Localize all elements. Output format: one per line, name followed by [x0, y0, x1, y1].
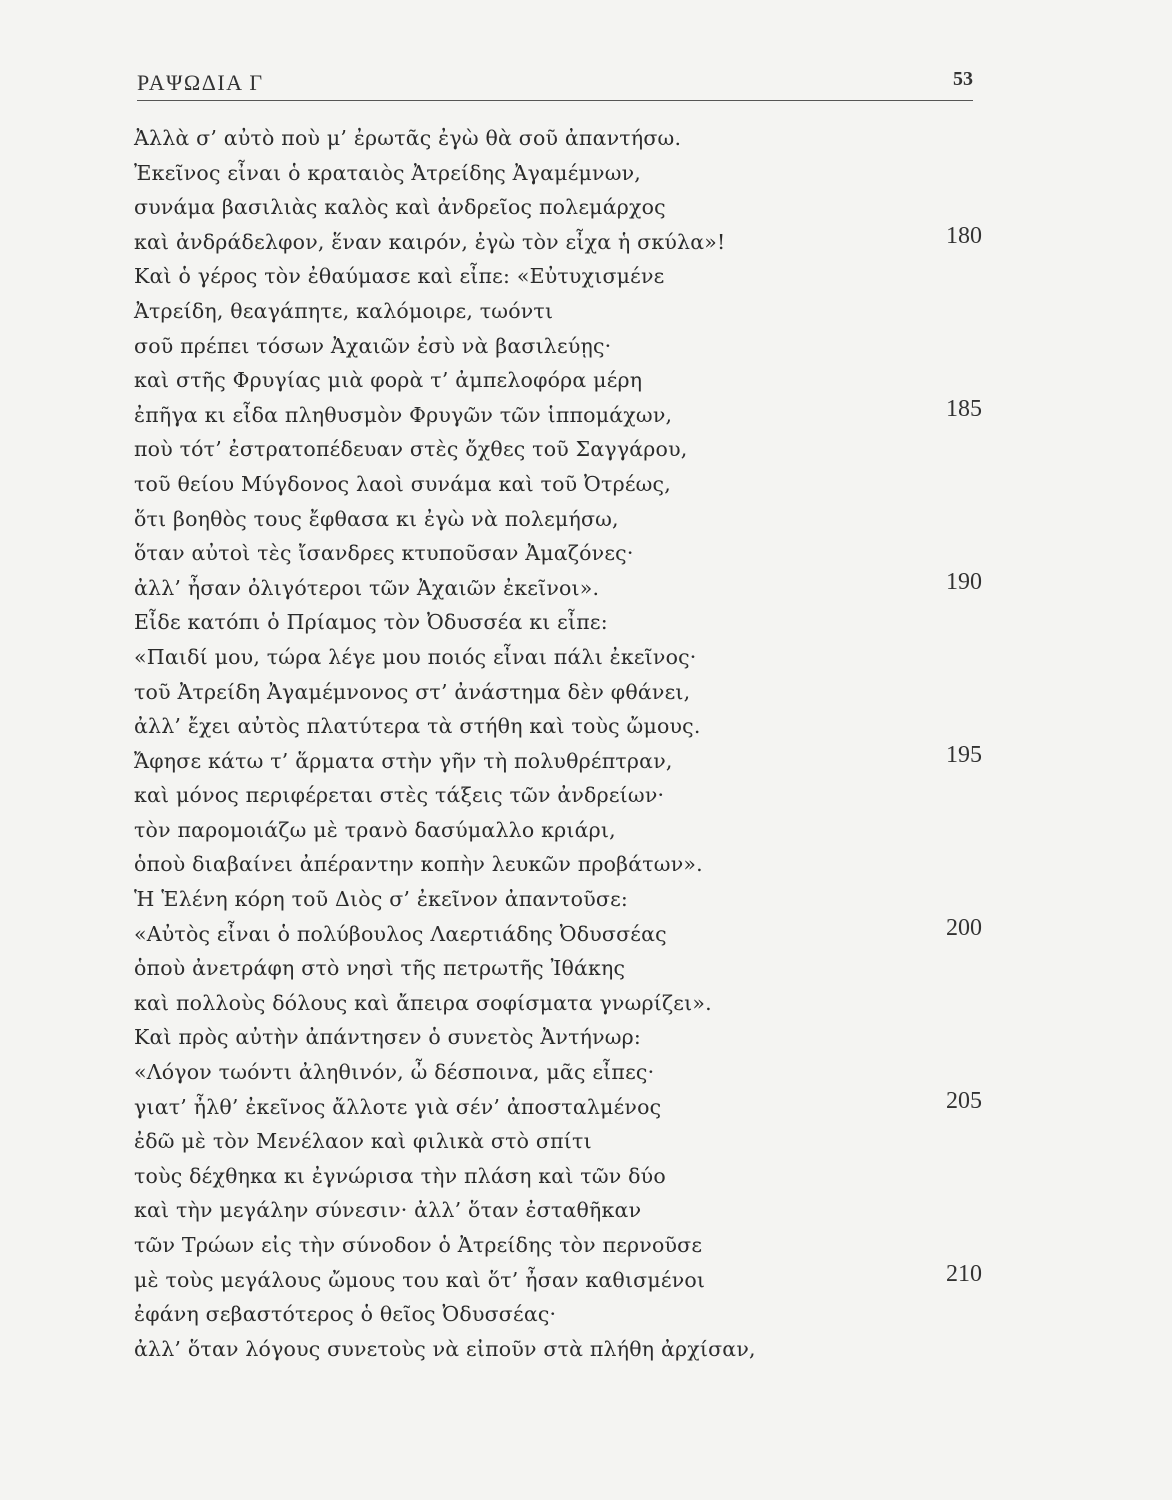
verse-text: τοῦ θείου Μύγδονος λαοὶ συνάμα καὶ τοῦ Ὀτρέως,	[134, 471, 671, 496]
verse-line	[134, 1332, 984, 1367]
verse-line	[134, 329, 984, 364]
verse-text: ποὺ τότ’ ἐστρατοπέδευαν στὲς ὄχθες τοῦ Σαγγάρου,	[134, 437, 688, 462]
line-number: 200	[946, 914, 982, 941]
line-number: 195	[946, 741, 982, 768]
verse-text: γιατ’ ἦλθ’ ἐκεῖνος ἄλλοτε γιὰ σέν’ ἀποσταλμένος	[134, 1094, 662, 1119]
verse-line	[134, 1193, 984, 1228]
verse-line	[134, 1020, 984, 1055]
verse-text: καὶ ἀνδράδελφον, ἕναν καιρόν, ἐγὼ τὸν εἶχα ἡ σκύλα»!	[134, 229, 726, 254]
line-number: 180	[946, 222, 982, 249]
verse-text: Ἄφησε κάτω τ’ ἅρματα στὴν γῆν τὴ πολυθρέπτραν,	[134, 748, 673, 773]
line-number: 210	[946, 1260, 982, 1287]
verse-line	[134, 1297, 984, 1332]
verse-line	[134, 432, 984, 467]
verse-line	[134, 951, 984, 986]
page-number: 53	[953, 68, 973, 90]
verse-block	[134, 121, 984, 1366]
verse-text: ὁποὺ διαβαίνει ἀπέραντην κοπὴν λευκῶν προβάτων».	[134, 852, 703, 877]
verse-text: καὶ στῆς Φρυγίας μιὰ φορὰ τ’ ἀμπελοφόρα μέρη	[134, 368, 643, 393]
section-title: ΡΑΨΩΔΙΑ Γ	[137, 70, 264, 95]
verse-text: «Λόγον τωόντι ἀληθινόν, ὦ δέσποινα, μᾶς εἶπες·	[134, 1060, 655, 1085]
verse-line	[134, 1087, 984, 1125]
verse-line	[134, 363, 984, 398]
verse-text: ὅταν αὐτοὶ τὲς ἴσανδρες κτυποῦσαν Ἀμαζόνες·	[134, 541, 634, 566]
line-number: 185	[946, 395, 982, 422]
verse-text: ἐπῆγα κι εἶδα πληθυσμὸν Φρυγῶν τῶν ἱππομάχων,	[134, 402, 673, 427]
verse-text: Ἡ Ἑλένη κόρη τοῦ Διὸς σ’ ἐκεῖνον ἀπαντοῦσε:	[134, 887, 628, 912]
verse-line	[134, 1260, 984, 1298]
verse-line	[134, 395, 984, 433]
verse-line	[134, 536, 984, 571]
verse-text: καὶ μόνος περιφέρεται στὲς τάξεις τῶν ἀνδρείων·	[134, 783, 665, 808]
verse-text: τοὺς δέχθηκα κι ἐγνώρισα τὴν πλάση καὶ τῶν δύο	[134, 1163, 666, 1188]
verse-line	[134, 709, 984, 744]
verse-text: τὸν παρομοιάζω μὲ τρανὸ δασύμαλλο κριάρι,	[134, 817, 616, 842]
verse-text: μὲ τοὺς μεγάλους ὤμους του καὶ ὅτ’ ἦσαν καθισμένοι	[134, 1267, 706, 1292]
verse-text: ἀλλ’ ὅταν λόγους συνετοὺς νὰ εἰποῦν στὰ πλήθη ἀρχίσαν,	[134, 1336, 756, 1361]
header-rule	[137, 100, 973, 101]
verse-line	[134, 190, 984, 225]
verse-text: τῶν Τρώων εἰς τὴν σύνοδον ὁ Ἀτρείδης τὸν περνοῦσε	[134, 1233, 703, 1257]
verse-line	[134, 813, 984, 848]
verse-text: καὶ τὴν μεγάλην σύνεσιν· ἀλλ’ ὅταν ἐσταθῆκαν	[134, 1198, 642, 1223]
verse-line	[134, 222, 984, 260]
verse-line	[134, 986, 984, 1021]
running-head	[137, 68, 973, 102]
verse-line	[134, 156, 984, 191]
verse-line	[134, 294, 984, 329]
verse-line	[134, 640, 984, 675]
verse-text: «Αὐτὸς εἶναι ὁ πολύβουλος Λαερτιάδης Ὀδυσσέας	[134, 921, 667, 946]
verse-text: Ἀτρείδη, θεαγάπητε, καλόμοιρε, τωόντι	[134, 298, 554, 323]
line-number: 205	[946, 1087, 982, 1114]
verse-line	[134, 847, 984, 882]
verse-line	[134, 467, 984, 502]
verse-line	[134, 882, 984, 917]
verse-text: καὶ πολλοὺς δόλους καὶ ἄπειρα σοφίσματα γνωρίζει».	[134, 990, 712, 1015]
verse-line	[134, 741, 984, 779]
verse-line	[134, 1159, 984, 1194]
line-number: 190	[946, 568, 982, 595]
verse-line	[134, 1055, 984, 1090]
verse-line	[134, 675, 984, 710]
verse-line	[134, 502, 984, 537]
verse-text: ἐφάνη σεβαστότερος ὁ θεῖος Ὀδυσσέας·	[134, 1302, 557, 1327]
verse-text: Ἀλλὰ σ’ αὐτὸ ποὺ μ’ ἐρωτᾶς ἐγὼ θὰ σοῦ ἀπαντήσω.	[134, 126, 682, 150]
verse-text: Εἶδε κατόπι ὁ Πρίαμος τὸν Ὀδυσσέα κι εἶπε:	[134, 610, 608, 635]
verse-text: ἀλλ’ ἦσαν ὀλιγότεροι τῶν Ἀχαιῶν ἐκεῖνοι».	[134, 575, 600, 600]
verse-line	[134, 778, 984, 813]
verse-text: «Παιδί μου, τώρα λέγε μου ποιός εἶναι πάλι ἐκεῖνος·	[134, 644, 697, 669]
verse-text: Ἐκεῖνος εἶναι ὁ κραταιὸς Ἀτρείδης Ἀγαμέμνων,	[134, 160, 642, 185]
verse-text: σοῦ πρέπει τόσων Ἀχαιῶν ἐσὺ νὰ βασιλεύῃς·	[134, 333, 612, 358]
verse-text: ὅτι βοηθὸς τους ἔφθασα κι ἐγὼ νὰ πολεμήσω,	[134, 506, 619, 531]
verse-text: ἀλλ’ ἔχει αὐτὸς πλατύτερα τὰ στήθη καὶ τοὺς ὤμους.	[134, 714, 701, 739]
verse-line	[134, 914, 984, 952]
verse-line	[134, 1124, 984, 1159]
verse-text: Καὶ ὁ γέρος τὸν ἐθαύμασε καὶ εἶπε: «Εὐτυχισμένε	[134, 264, 665, 289]
verse-text: συνάμα βασιλιὰς καλὸς καὶ ἀνδρεῖος πολεμάρχος	[134, 195, 666, 220]
verse-line	[134, 121, 984, 156]
verse-text: ὁποὺ ἀνετράφη στὸ νησὶ τῆς πετρωτῆς Ἰθάκης	[134, 956, 626, 981]
verse-text: Καὶ πρὸς αὐτὴν ἀπάντησεν ὁ συνετὸς Ἀντήνωρ:	[134, 1025, 642, 1050]
verse-line	[134, 1228, 984, 1263]
verse-text: ἐδῶ μὲ τὸν Μενέλαον καὶ φιλικὰ στὸ σπίτι	[134, 1129, 592, 1154]
verse-line	[134, 568, 984, 606]
verse-line	[134, 605, 984, 640]
verse-line	[134, 259, 984, 294]
verse-text: τοῦ Ἀτρείδη Ἀγαμέμνονος στ’ ἀνάστημα δὲν φθάνει,	[134, 679, 691, 704]
